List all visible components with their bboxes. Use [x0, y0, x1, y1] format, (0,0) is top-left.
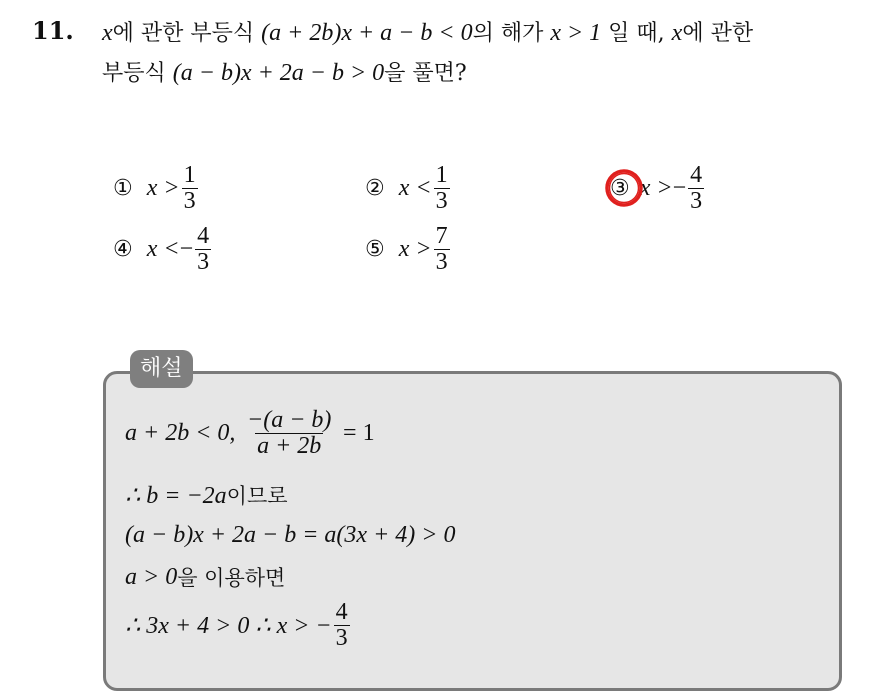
solution-math: a > 0 — [125, 563, 178, 590]
choice-5[interactable] — [365, 224, 452, 275]
fraction-numerator: 4 — [197, 223, 210, 249]
question-number: 11. — [32, 16, 74, 45]
solution-fraction — [334, 600, 350, 651]
choice-3[interactable] — [610, 163, 706, 214]
solution-line-3 — [125, 522, 455, 549]
question-text: 일 때, — [601, 21, 672, 46]
choice-inequality: x < — [146, 236, 180, 263]
choice-fraction — [195, 224, 211, 275]
fraction-denominator: a + 2b — [257, 433, 322, 460]
fraction-denominator: 3 — [435, 188, 448, 215]
question-text: 부등식 — [102, 61, 173, 86]
fraction-numerator: 1 — [183, 162, 196, 188]
question-text: 의 해가 — [472, 21, 551, 46]
choice-fraction — [688, 163, 704, 214]
choice-inequality: x > — [639, 175, 673, 202]
choice-inequality: x < — [398, 175, 432, 202]
question-line-1 — [102, 16, 753, 47]
fraction-denominator: 3 — [335, 625, 348, 652]
question-inequality: (a + 2b)x + a − b < 0 — [261, 20, 473, 46]
solution-line-4 — [125, 562, 285, 592]
question-var-x: x — [102, 20, 113, 46]
choice-number: ④ — [113, 237, 133, 263]
solution-text: 을 이용하면 — [177, 566, 286, 590]
solution-math: = 1 — [343, 420, 375, 447]
choice-number: ① — [113, 176, 133, 202]
choice-inequality: x > — [398, 236, 432, 263]
fraction-numerator: 1 — [435, 162, 448, 188]
choice-number — [610, 176, 630, 201]
question-var-x: x — [671, 20, 683, 46]
question-text: 을 풀면? — [384, 61, 467, 86]
choice-number: ② — [365, 176, 385, 202]
choice-fraction — [434, 163, 450, 214]
fraction-numerator: 4 — [335, 599, 348, 625]
solution-line-5 — [125, 600, 352, 651]
question-text: 에 관한 부등식 — [112, 21, 262, 46]
solution-math: a + 2b < 0, — [125, 420, 236, 447]
solution-math: ∴ 3x + 4 > 0 ∴ x > − — [125, 613, 332, 640]
choice-fraction — [182, 163, 198, 214]
solution-line-1 — [125, 408, 375, 459]
choice-inequality: x > — [146, 175, 180, 202]
choice-fraction — [434, 224, 450, 275]
fraction-numerator: −(a − b) — [247, 407, 332, 433]
question-solution: x > 1 — [550, 20, 602, 46]
solution-math: ∴ b = −2a — [125, 482, 227, 509]
fraction-denominator: 3 — [435, 249, 448, 276]
question-line-2 — [102, 56, 467, 87]
question-text: 에 관한 — [682, 21, 754, 46]
fraction-denominator: 3 — [197, 249, 210, 276]
question-inequality: (a − b)x + 2a − b > 0 — [172, 60, 385, 86]
choice-1[interactable] — [113, 163, 200, 214]
choice-4[interactable] — [113, 224, 213, 275]
choice-number: ⑤ — [365, 237, 385, 263]
solution-text: 이므로 — [226, 484, 288, 508]
solution-math: (a − b)x + 2a − b = a(3x + 4) > 0 — [125, 522, 456, 548]
fraction-denominator: 3 — [690, 188, 703, 215]
choice-number-text: ③ — [610, 176, 630, 202]
solution-tag: 해설 — [130, 350, 193, 388]
solution-line-2 — [125, 480, 288, 510]
choice-sign: − — [672, 175, 687, 202]
fraction-numerator: 4 — [690, 162, 703, 188]
choice-sign: − — [179, 236, 194, 263]
solution-fraction — [245, 408, 333, 459]
choice-2[interactable] — [365, 163, 452, 214]
fraction-numerator: 7 — [435, 223, 448, 249]
fraction-denominator: 3 — [183, 188, 196, 215]
